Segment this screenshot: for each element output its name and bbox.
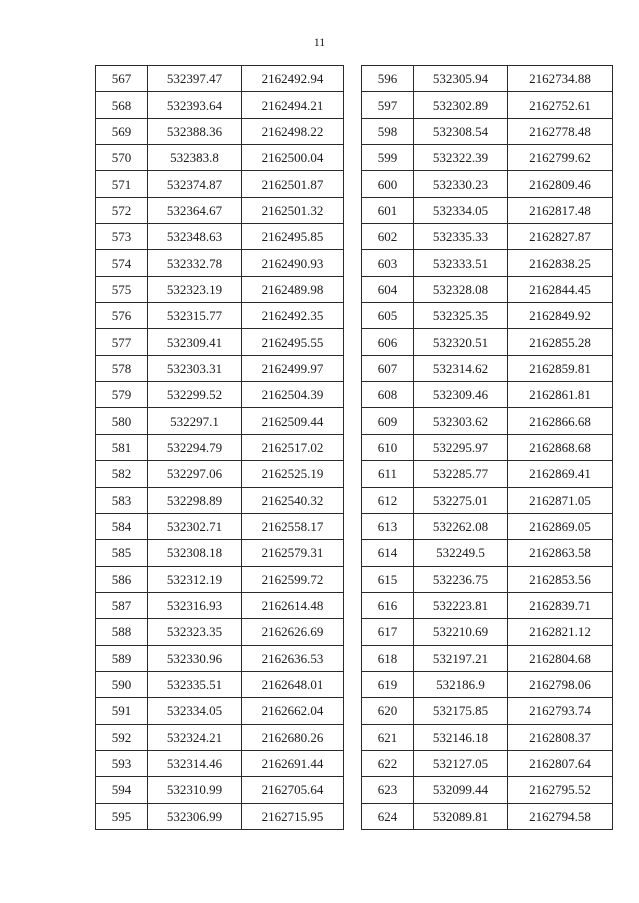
- table-row: [362, 619, 613, 645]
- point-number-cell: 595: [96, 803, 148, 829]
- table-row: [362, 698, 613, 724]
- table-row: [362, 592, 613, 618]
- y-coordinate-cell: 2162844.45: [508, 276, 613, 302]
- table-row: [96, 92, 344, 118]
- y-coordinate-cell: 2162489.98: [242, 276, 344, 302]
- x-coordinate-cell: 532197.21: [414, 645, 508, 671]
- table-row: [96, 224, 344, 250]
- point-number-cell: 619: [362, 671, 414, 697]
- x-coordinate-cell: 532328.08: [414, 276, 508, 302]
- table-row: [362, 303, 613, 329]
- y-coordinate-cell: 2162540.32: [242, 487, 344, 513]
- table-row: [362, 66, 613, 92]
- x-coordinate-cell: 532364.67: [148, 197, 242, 223]
- table-row: [96, 329, 344, 355]
- point-number-cell: 568: [96, 92, 148, 118]
- table-row: [96, 382, 344, 408]
- point-number-cell: 576: [96, 303, 148, 329]
- x-coordinate-cell: 532306.99: [148, 803, 242, 829]
- y-coordinate-cell: 2162599.72: [242, 566, 344, 592]
- x-coordinate-cell: 532334.05: [148, 698, 242, 724]
- point-number-cell: 579: [96, 382, 148, 408]
- point-number-cell: 604: [362, 276, 414, 302]
- table-row: [362, 171, 613, 197]
- table-row: [96, 461, 344, 487]
- x-coordinate-cell: 532335.33: [414, 224, 508, 250]
- point-number-cell: 586: [96, 566, 148, 592]
- y-coordinate-cell: 2162715.95: [242, 803, 344, 829]
- point-number-cell: 573: [96, 224, 148, 250]
- x-coordinate-cell: 532335.51: [148, 671, 242, 697]
- y-coordinate-cell: 2162494.21: [242, 92, 344, 118]
- table-row: [96, 566, 344, 592]
- y-coordinate-cell: 2162838.25: [508, 250, 613, 276]
- y-coordinate-cell: 2162869.05: [508, 513, 613, 539]
- point-number-cell: 605: [362, 303, 414, 329]
- point-number-cell: 600: [362, 171, 414, 197]
- point-number-cell: 618: [362, 645, 414, 671]
- table-row: [96, 698, 344, 724]
- y-coordinate-cell: 2162499.97: [242, 355, 344, 381]
- y-coordinate-cell: 2162817.48: [508, 197, 613, 223]
- y-coordinate-cell: 2162855.28: [508, 329, 613, 355]
- point-number-cell: 623: [362, 777, 414, 803]
- x-coordinate-cell: 532275.01: [414, 487, 508, 513]
- table-row: [96, 408, 344, 434]
- table-row: [96, 276, 344, 302]
- table-row: [96, 619, 344, 645]
- y-coordinate-cell: 2162798.06: [508, 671, 613, 697]
- y-coordinate-cell: 2162799.62: [508, 145, 613, 171]
- y-coordinate-cell: 2162498.22: [242, 118, 344, 144]
- point-number-cell: 593: [96, 750, 148, 776]
- table-row: [362, 724, 613, 750]
- x-coordinate-cell: 532310.99: [148, 777, 242, 803]
- x-coordinate-cell: 532127.05: [414, 750, 508, 776]
- point-number-cell: 598: [362, 118, 414, 144]
- point-number-cell: 584: [96, 513, 148, 539]
- table-row: [362, 355, 613, 381]
- point-number-cell: 606: [362, 329, 414, 355]
- coordinates-table-right: [361, 65, 613, 830]
- x-coordinate-cell: 532295.97: [414, 434, 508, 460]
- y-coordinate-cell: 2162636.53: [242, 645, 344, 671]
- x-coordinate-cell: 532316.93: [148, 592, 242, 618]
- x-coordinate-cell: 532322.39: [414, 145, 508, 171]
- x-coordinate-cell: 532305.94: [414, 66, 508, 92]
- x-coordinate-cell: 532285.77: [414, 461, 508, 487]
- table-row: [362, 777, 613, 803]
- x-coordinate-cell: 532383.8: [148, 145, 242, 171]
- x-coordinate-cell: 532314.62: [414, 355, 508, 381]
- y-coordinate-cell: 2162861.81: [508, 382, 613, 408]
- table-row: [362, 250, 613, 276]
- table-row: [96, 303, 344, 329]
- point-number-cell: 580: [96, 408, 148, 434]
- page-number: 11: [313, 35, 326, 49]
- y-coordinate-cell: 2162793.74: [508, 698, 613, 724]
- point-number-cell: 612: [362, 487, 414, 513]
- point-number-cell: 603: [362, 250, 414, 276]
- table-row: [96, 250, 344, 276]
- point-number-cell: 602: [362, 224, 414, 250]
- point-number-cell: 617: [362, 619, 414, 645]
- y-coordinate-cell: 2162809.46: [508, 171, 613, 197]
- y-coordinate-cell: 2162490.93: [242, 250, 344, 276]
- y-coordinate-cell: 2162804.68: [508, 645, 613, 671]
- y-coordinate-cell: 2162492.94: [242, 66, 344, 92]
- table-row: [96, 171, 344, 197]
- y-coordinate-cell: 2162662.04: [242, 698, 344, 724]
- point-number-cell: 590: [96, 671, 148, 697]
- x-coordinate-cell: 532099.44: [414, 777, 508, 803]
- y-coordinate-cell: 2162868.68: [508, 434, 613, 460]
- x-coordinate-cell: 532393.64: [148, 92, 242, 118]
- y-coordinate-cell: 2162558.17: [242, 513, 344, 539]
- point-number-cell: 592: [96, 724, 148, 750]
- table-row: [96, 487, 344, 513]
- y-coordinate-cell: 2162734.88: [508, 66, 613, 92]
- x-coordinate-cell: 532309.41: [148, 329, 242, 355]
- y-coordinate-cell: 2162504.39: [242, 382, 344, 408]
- table-row: [96, 724, 344, 750]
- table-row: [362, 803, 613, 829]
- y-coordinate-cell: 2162807.64: [508, 750, 613, 776]
- table-row: [362, 566, 613, 592]
- table-row: [96, 434, 344, 460]
- x-coordinate-cell: 532309.46: [414, 382, 508, 408]
- point-number-cell: 571: [96, 171, 148, 197]
- y-coordinate-cell: 2162691.44: [242, 750, 344, 776]
- table-row: [96, 540, 344, 566]
- y-coordinate-cell: 2162705.64: [242, 777, 344, 803]
- point-number-cell: 609: [362, 408, 414, 434]
- x-coordinate-cell: 532186.9: [414, 671, 508, 697]
- point-number-cell: 585: [96, 540, 148, 566]
- table-row: [362, 329, 613, 355]
- y-coordinate-cell: 2162827.87: [508, 224, 613, 250]
- point-number-cell: 589: [96, 645, 148, 671]
- y-coordinate-cell: 2162501.32: [242, 197, 344, 223]
- point-number-cell: 578: [96, 355, 148, 381]
- y-coordinate-cell: 2162849.92: [508, 303, 613, 329]
- table-row: [96, 671, 344, 697]
- x-coordinate-cell: 532333.51: [414, 250, 508, 276]
- table-row: [96, 118, 344, 144]
- table-row: [96, 355, 344, 381]
- x-coordinate-cell: 532374.87: [148, 171, 242, 197]
- coordinates-table-left: [95, 65, 344, 830]
- table-row: [96, 803, 344, 829]
- point-number-cell: 607: [362, 355, 414, 381]
- point-number-cell: 621: [362, 724, 414, 750]
- x-coordinate-cell: 532262.08: [414, 513, 508, 539]
- x-coordinate-cell: 532325.35: [414, 303, 508, 329]
- x-coordinate-cell: 532323.35: [148, 619, 242, 645]
- y-coordinate-cell: 2162614.48: [242, 592, 344, 618]
- table-row: [96, 66, 344, 92]
- y-coordinate-cell: 2162495.55: [242, 329, 344, 355]
- table-row: [362, 276, 613, 302]
- x-coordinate-cell: 532146.18: [414, 724, 508, 750]
- x-coordinate-cell: 532299.52: [148, 382, 242, 408]
- table-row: [362, 671, 613, 697]
- point-number-cell: 574: [96, 250, 148, 276]
- y-coordinate-cell: 2162869.41: [508, 461, 613, 487]
- y-coordinate-cell: 2162492.35: [242, 303, 344, 329]
- x-coordinate-cell: 532236.75: [414, 566, 508, 592]
- point-number-cell: 572: [96, 197, 148, 223]
- y-coordinate-cell: 2162863.58: [508, 540, 613, 566]
- table-row: [96, 197, 344, 223]
- point-number-cell: 620: [362, 698, 414, 724]
- y-coordinate-cell: 2162794.58: [508, 803, 613, 829]
- x-coordinate-cell: 532324.21: [148, 724, 242, 750]
- x-coordinate-cell: 532308.54: [414, 118, 508, 144]
- point-number-cell: 615: [362, 566, 414, 592]
- x-coordinate-cell: 532320.51: [414, 329, 508, 355]
- y-coordinate-cell: 2162808.37: [508, 724, 613, 750]
- y-coordinate-cell: 2162821.12: [508, 619, 613, 645]
- y-coordinate-cell: 2162871.05: [508, 487, 613, 513]
- y-coordinate-cell: 2162680.26: [242, 724, 344, 750]
- table-row: [96, 750, 344, 776]
- y-coordinate-cell: 2162778.48: [508, 118, 613, 144]
- table-row: [362, 197, 613, 223]
- x-coordinate-cell: 532089.81: [414, 803, 508, 829]
- table-row: [362, 461, 613, 487]
- point-number-cell: 601: [362, 197, 414, 223]
- point-number-cell: 613: [362, 513, 414, 539]
- x-coordinate-cell: 532249.5: [414, 540, 508, 566]
- y-coordinate-cell: 2162839.71: [508, 592, 613, 618]
- table-row: [362, 513, 613, 539]
- point-number-cell: 608: [362, 382, 414, 408]
- point-number-cell: 581: [96, 434, 148, 460]
- table-row: [362, 145, 613, 171]
- x-coordinate-cell: 532323.19: [148, 276, 242, 302]
- table-row: [362, 487, 613, 513]
- x-coordinate-cell: 532210.69: [414, 619, 508, 645]
- point-number-cell: 583: [96, 487, 148, 513]
- point-number-cell: 611: [362, 461, 414, 487]
- x-coordinate-cell: 532303.62: [414, 408, 508, 434]
- table-row: [96, 777, 344, 803]
- x-coordinate-cell: 532330.23: [414, 171, 508, 197]
- point-number-cell: 596: [362, 66, 414, 92]
- x-coordinate-cell: 532330.96: [148, 645, 242, 671]
- x-coordinate-cell: 532302.89: [414, 92, 508, 118]
- point-number-cell: 599: [362, 145, 414, 171]
- y-coordinate-cell: 2162579.31: [242, 540, 344, 566]
- x-coordinate-cell: 532302.71: [148, 513, 242, 539]
- x-coordinate-cell: 532388.36: [148, 118, 242, 144]
- point-number-cell: 591: [96, 698, 148, 724]
- x-coordinate-cell: 532297.1: [148, 408, 242, 434]
- point-number-cell: 597: [362, 92, 414, 118]
- x-coordinate-cell: 532223.81: [414, 592, 508, 618]
- x-coordinate-cell: 532315.77: [148, 303, 242, 329]
- x-coordinate-cell: 532312.19: [148, 566, 242, 592]
- point-number-cell: 587: [96, 592, 148, 618]
- table-row: [96, 513, 344, 539]
- table-row: [362, 434, 613, 460]
- y-coordinate-cell: 2162752.61: [508, 92, 613, 118]
- point-number-cell: 567: [96, 66, 148, 92]
- table-row: [362, 92, 613, 118]
- point-number-cell: 588: [96, 619, 148, 645]
- point-number-cell: 569: [96, 118, 148, 144]
- x-coordinate-cell: 532397.47: [148, 66, 242, 92]
- y-coordinate-cell: 2162525.19: [242, 461, 344, 487]
- table-row: [96, 645, 344, 671]
- x-coordinate-cell: 532334.05: [414, 197, 508, 223]
- y-coordinate-cell: 2162517.02: [242, 434, 344, 460]
- table-row: [362, 382, 613, 408]
- point-number-cell: 610: [362, 434, 414, 460]
- y-coordinate-cell: 2162500.04: [242, 145, 344, 171]
- table-row: [362, 540, 613, 566]
- y-coordinate-cell: 2162853.56: [508, 566, 613, 592]
- y-coordinate-cell: 2162795.52: [508, 777, 613, 803]
- point-number-cell: 570: [96, 145, 148, 171]
- table-row: [362, 408, 613, 434]
- point-number-cell: 577: [96, 329, 148, 355]
- x-coordinate-cell: 532175.85: [414, 698, 508, 724]
- x-coordinate-cell: 532308.18: [148, 540, 242, 566]
- y-coordinate-cell: 2162501.87: [242, 171, 344, 197]
- table-row: [362, 118, 613, 144]
- table-row: [96, 592, 344, 618]
- point-number-cell: 594: [96, 777, 148, 803]
- point-number-cell: 614: [362, 540, 414, 566]
- point-number-cell: 624: [362, 803, 414, 829]
- x-coordinate-cell: 532314.46: [148, 750, 242, 776]
- table-row: [362, 750, 613, 776]
- y-coordinate-cell: 2162648.01: [242, 671, 344, 697]
- y-coordinate-cell: 2162866.68: [508, 408, 613, 434]
- y-coordinate-cell: 2162495.85: [242, 224, 344, 250]
- x-coordinate-cell: 532294.79: [148, 434, 242, 460]
- y-coordinate-cell: 2162509.44: [242, 408, 344, 434]
- x-coordinate-cell: 532297.06: [148, 461, 242, 487]
- y-coordinate-cell: 2162626.69: [242, 619, 344, 645]
- table-row: [362, 224, 613, 250]
- y-coordinate-cell: 2162859.81: [508, 355, 613, 381]
- table-row: [362, 645, 613, 671]
- point-number-cell: 582: [96, 461, 148, 487]
- x-coordinate-cell: 532332.78: [148, 250, 242, 276]
- x-coordinate-cell: 532348.63: [148, 224, 242, 250]
- x-coordinate-cell: 532298.89: [148, 487, 242, 513]
- point-number-cell: 622: [362, 750, 414, 776]
- point-number-cell: 616: [362, 592, 414, 618]
- x-coordinate-cell: 532303.31: [148, 355, 242, 381]
- table-row: [96, 145, 344, 171]
- point-number-cell: 575: [96, 276, 148, 302]
